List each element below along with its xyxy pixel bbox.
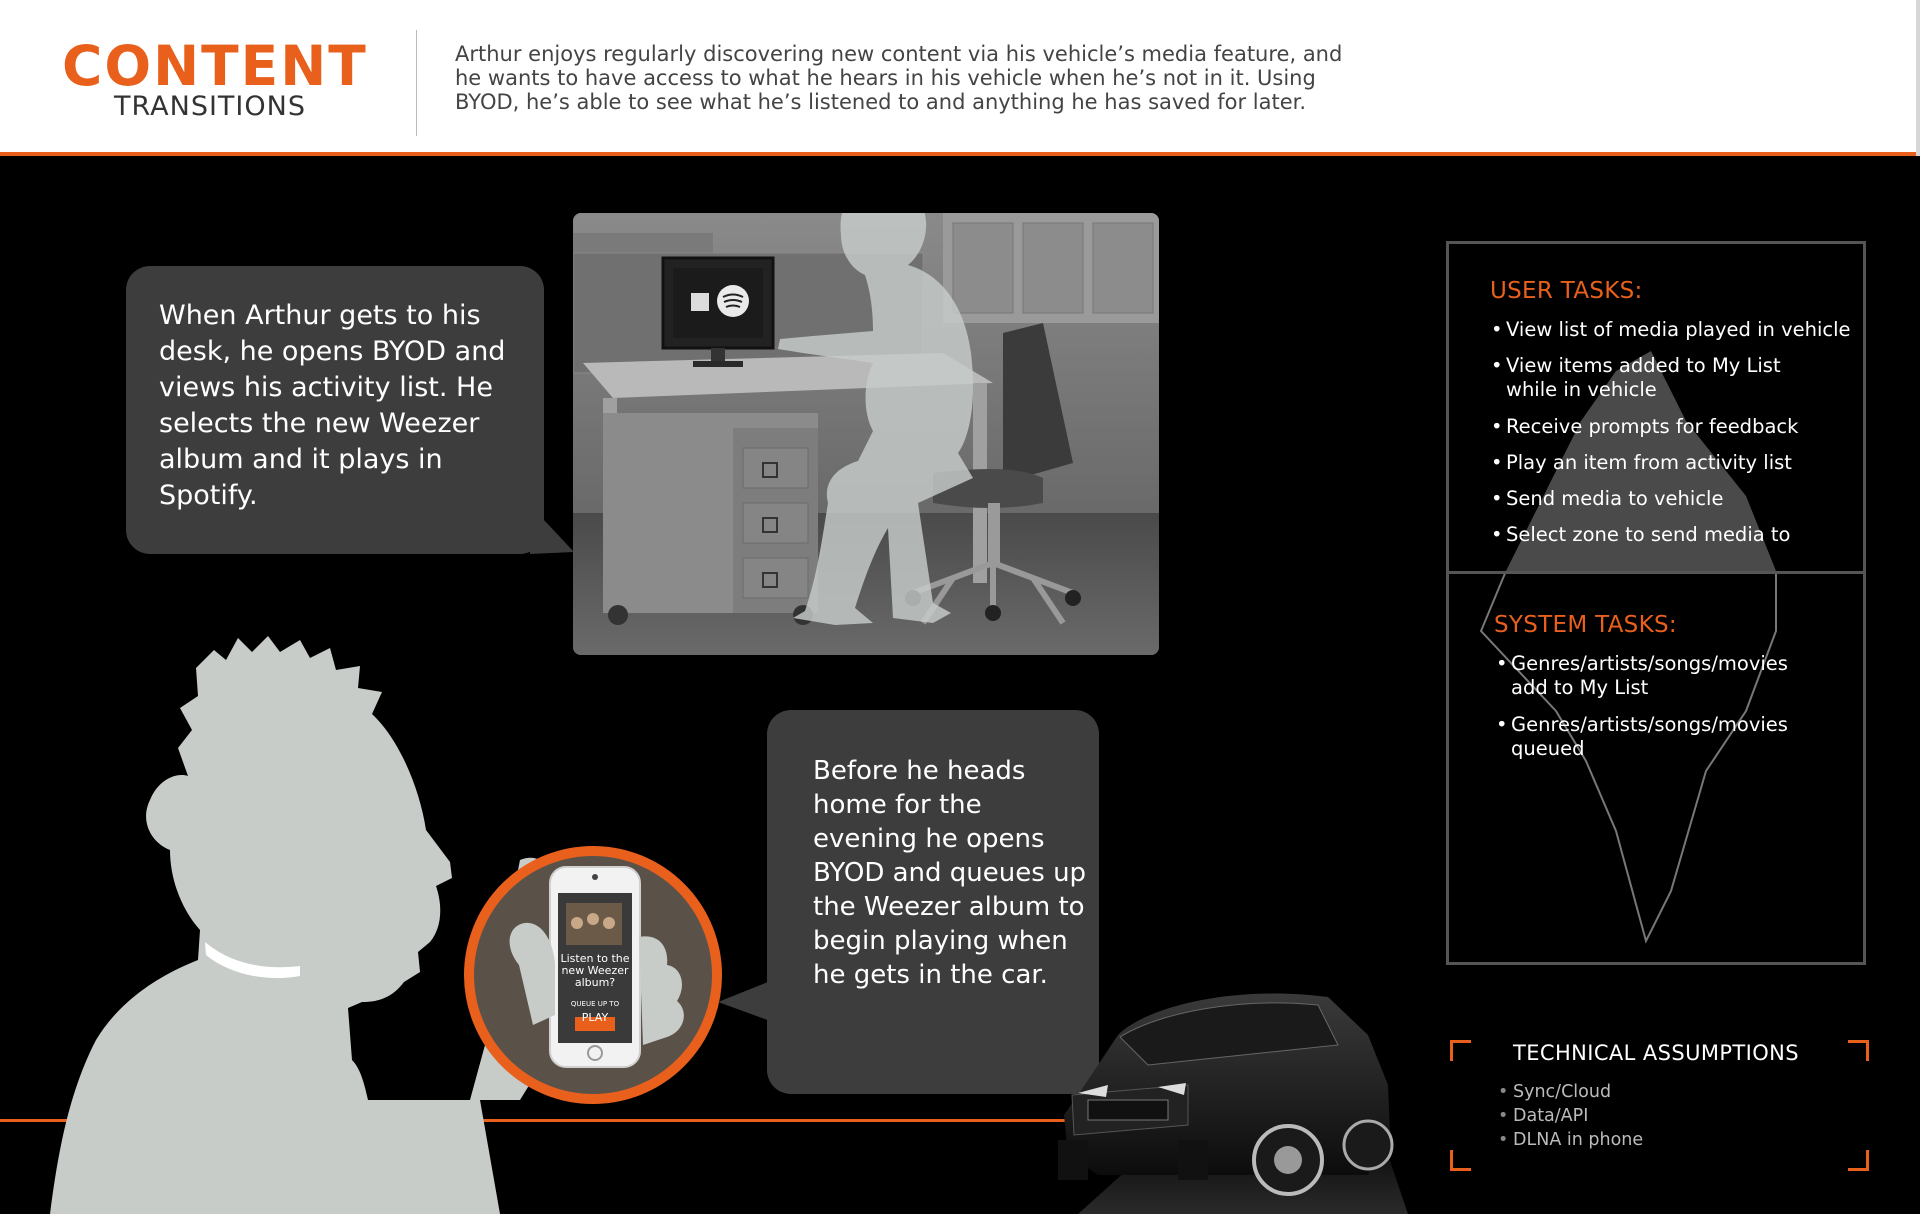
suv-car-image [1038,975,1408,1214]
technical-item: • DLNA in phone [1498,1130,1644,1150]
phone-prompt: Listen to the new Weezer album? [560,952,630,989]
user-tasks-heading: USER TASKS: [1490,278,1643,304]
user-task-item: • Select zone to send media to [1491,523,1791,546]
desk-bubble-tail [530,520,580,570]
technical-assumptions-heading: TECHNICAL ASSUMPTIONS [1512,1041,1800,1065]
office-illustration [573,213,1159,655]
user-task-item: • Receive prompts for feedback [1491,415,1799,438]
header-bar [0,0,1920,156]
desk-caption: When Arthur gets to his desk, he opens BYOD and views his activity list. He selects the new Weezer album and it plays in Spotify. [159,300,506,511]
page-subtitle: TRANSITIONS [114,91,306,122]
bracket-bottom-left [1450,1150,1471,1171]
header-edge [1916,0,1920,156]
home-caption: Before he heads home for the evening he opens BYOD and queues up the Weezer album to begin playing when he gets in the car. [813,756,1087,990]
user-task-item: • Send media to vehicle [1491,487,1724,510]
user-task-item: • Play an item from activity list [1491,451,1792,474]
phone-play-button[interactable]: PLAY [581,1011,609,1024]
system-tasks-heading: SYSTEM TASKS: [1494,612,1677,638]
iceberg-illustration [1446,241,1866,965]
phone-queue-label: QUEUE UP TO [570,1000,620,1008]
technical-item: • Sync/Cloud [1498,1082,1612,1102]
desk-scene-photo [573,213,1159,655]
user-task-item: • View list of media played in vehicle [1491,318,1851,341]
system-task-item: • Genres/artists/songs/movies queued [1496,713,1788,760]
header-description: Arthur enjoys regularly discovering new content via his vehicle’s media feature, and he wants to have access to what he hears in his vehicle when he’s not in it. Using BYOD, he’s able to see what he’s listened to and anything he has saved for later. [455,42,1343,114]
header-divider [416,30,417,136]
technical-item: • Data/API [1498,1106,1589,1126]
system-task-item: • Genres/artists/songs/movies add to My List [1496,652,1788,699]
user-task-item: • View items added to My List while in vehicle [1491,354,1781,401]
page-title: CONTENT [62,34,368,98]
desk-caption-bubble [126,266,544,554]
bracket-bottom-right [1848,1150,1869,1171]
tasks-divider [1446,571,1866,574]
